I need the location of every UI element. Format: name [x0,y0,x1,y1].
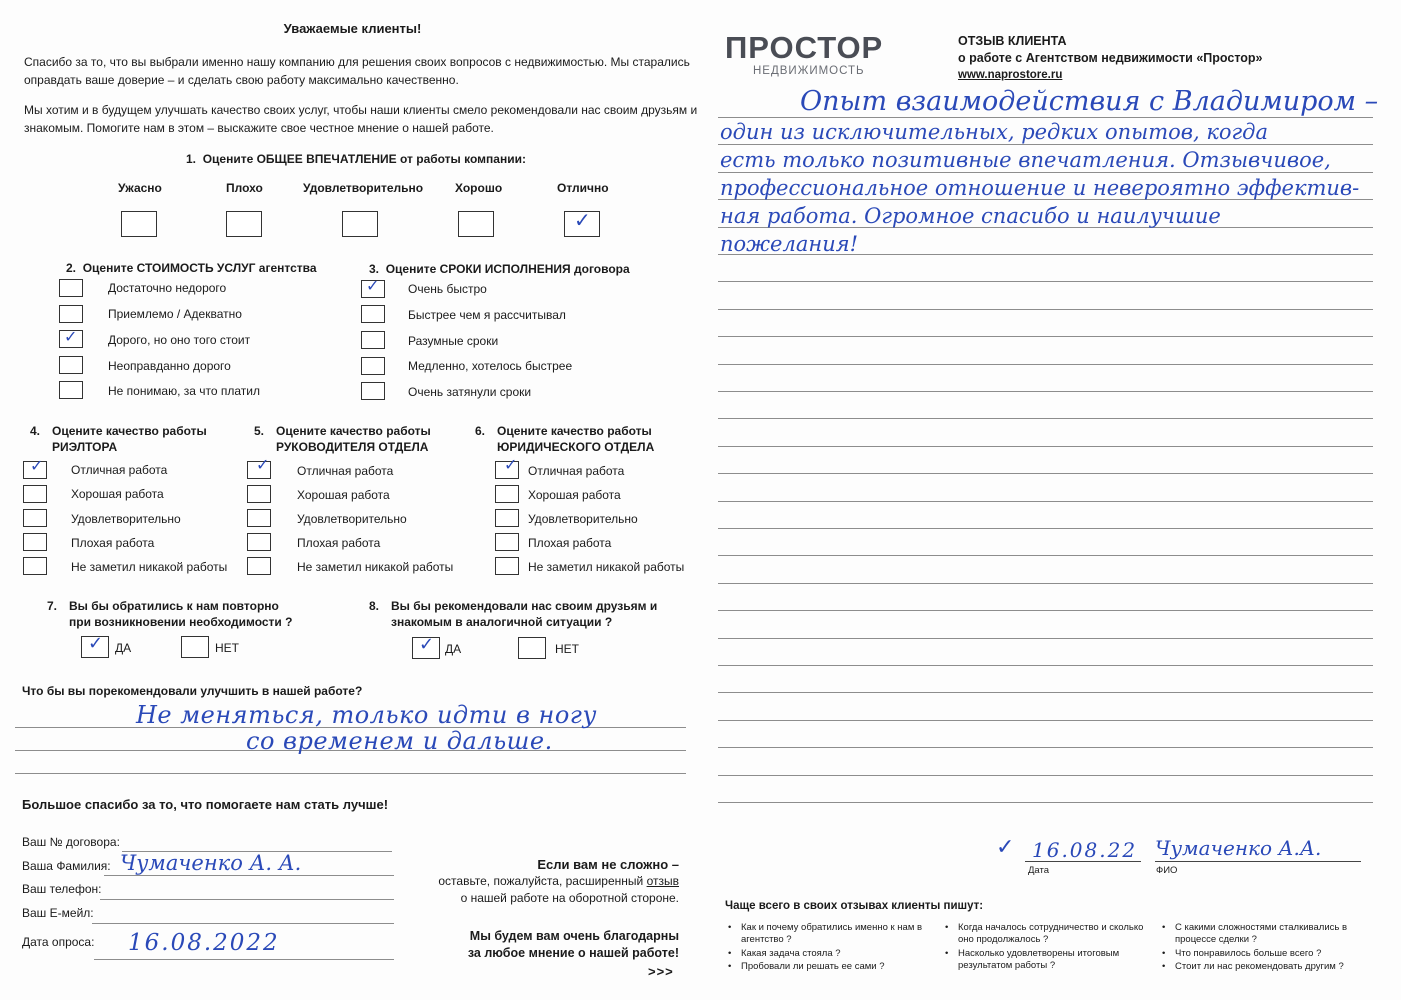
next-page-arrows[interactable]: >>> [648,964,674,979]
answer-line [15,773,686,774]
ruled-line [718,336,1373,337]
q3-checkbox[interactable] [361,331,385,349]
q2-checkbox[interactable] [59,279,83,297]
q2-option-label: Не понимаю, за что платил [108,384,261,398]
review-header: ОТЗЫВ КЛИЕНТА о работе с Агентством недвижимости «Простор» www.naprostore.ru [958,33,1263,84]
q4-option-label: Не заметил никакой работы [71,560,228,574]
ruled-line [718,802,1373,803]
q6-option-label: Не заметил никакой работы [528,560,685,574]
surname-label: Ваша Фамилия: [22,859,111,873]
checkmark-icon: ✓ [504,455,518,474]
q7-no-checkbox[interactable] [181,636,209,658]
checkmark-icon: ✓ [30,456,44,475]
q6-title: Оцените качество работы ЮРИДИЧЕСКОГО ОТДЕЛА [497,424,655,454]
q1-option-label: Хорошо [455,181,503,195]
sign-name-value: Чумаченко А.А. [1155,836,1322,860]
q2-checkbox[interactable] [59,381,83,399]
q5-checkbox[interactable] [247,485,271,503]
ruled-line [718,501,1373,502]
checkmark-icon: ✓ [419,634,435,655]
q3-option-label: Медленно, хотелось быстрее [408,359,573,373]
ruled-line [718,747,1373,748]
logo-text: ПРОСТОР [725,30,884,65]
intro-paragraph-2: Мы хотим и в будущем улучшать качество своих услуг, чтобы наши клиенты смело рекомендовали нас своим друзьям и знакомым. Помогите нам в этом – выскажите свое честное мнение о нашей работе. [24,103,698,135]
right-page [700,0,1401,1000]
tips-title: Чаще всего в своих отзывах клиенты пишут: [725,900,984,912]
improve-answer-line-2: со временем и дальше. [246,727,553,755]
q5-checkbox[interactable] [247,509,271,527]
phone-field[interactable] [100,880,394,900]
q2-option-label: Дорого, но оно того стоит [108,333,251,347]
q5-option-label: Отличная работа [297,464,394,478]
q4-checkbox[interactable] [23,533,47,551]
phone-label: Ваш телефон: [22,882,102,896]
improve-question: Что бы вы порекомендовали улучшить в нашей работе? [22,684,363,698]
q1-option-label: Плохо [226,181,263,195]
logo-subtext: НЕДВИЖИМОСТЬ [753,65,865,77]
ruled-line [718,665,1373,666]
ruled-line [718,117,1373,118]
ruled-line [718,555,1373,556]
q7-number: 7. [47,599,58,613]
q6-option-label: Хорошая работа [528,488,621,502]
q5-checkbox[interactable] [247,533,271,551]
left-page [0,0,700,1000]
q3-title: 3. Оцените СРОКИ ИСПОЛНЕНИЯ договора [369,262,630,276]
review-line: профессиональное отношение и невероятно эффектив- [720,176,1360,200]
sign-name-field [1155,861,1361,862]
review-line: пожелания! [720,232,859,256]
q1-checkbox[interactable] [226,211,262,237]
ruled-line [718,610,1373,611]
q5-option-label: Хорошая работа [297,488,390,502]
checkmark-icon: ✓ [574,208,591,232]
date-label: Дата опроса: [22,935,95,949]
extended-review-note: Если вам не сложно – оставьте, пожалуйста, расширенный отзыв о нашей работе на оборотной стороне. [438,857,679,905]
q4-option-label: Плохая работа [71,536,155,550]
tip-item: • Пробовали ли решать ее сами ? [741,961,926,973]
tip-item: • Насколько удовлетворены итоговым результатом работы ? [958,948,1148,972]
thanks-heading: Большое спасибо за то, что помогаете нам стать лучше! [22,797,389,812]
company-logo [725,30,884,77]
surname-value: Чумаченко А. А. [120,851,302,875]
sign-date-value: 16.08.22 [1032,838,1138,862]
sign-date-label: Дата [1028,865,1050,876]
q1-option-label: Удовлетворительно [303,181,424,195]
q4-checkbox[interactable] [23,485,47,503]
ruled-line [718,692,1373,693]
review-line: Опыт взаимодействия с Владимиром – [800,86,1379,117]
q6-number: 6. [475,424,486,438]
q2-checkbox[interactable] [59,356,83,374]
tip-item: • Какая задача стояла ? [741,948,926,960]
tip-item: • Как и почему обратились именно к нам в агентство ? [741,922,926,946]
checkmark-icon: ✓ [366,276,380,295]
q3-checkbox[interactable] [361,382,385,400]
q3-checkbox[interactable] [361,305,385,323]
q1-option-label: Отлично [557,181,609,195]
q4-checkbox[interactable] [23,557,47,575]
intro-paragraph-1: Спасибо за то, что вы выбрали именно нашу компанию для решения своих вопросов с недвижимостью. Мы старались оправдать ваше доверие – и сделать свою работу максимально качественно. [24,55,690,87]
sign-name-label: ФИО [1156,865,1178,876]
contract-label: Ваш № договора: [22,835,120,849]
q2-option-label: Приемлемо / Адекватно [108,307,242,321]
ruled-line [718,172,1373,173]
q6-checkbox[interactable] [495,509,519,527]
q6-checkbox[interactable] [495,485,519,503]
q4-option-label: Отличная работа [71,463,168,477]
q4-number: 4. [30,424,41,438]
ruled-line [718,583,1373,584]
q5-checkbox[interactable] [247,557,271,575]
q4-option-label: Хорошая работа [71,487,164,501]
review-line: ная работа. Огромное спасибо и наилучшие [720,204,1221,228]
q5-title: Оцените качество работы РУКОВОДИТЕЛЯ ОТДЕЛА [276,424,431,454]
tip-item: • Стоит ли нас рекомендовать другим ? [1175,961,1370,973]
greeting-title: Уважаемые клиенты! [283,21,422,36]
contract-field[interactable] [122,832,392,852]
website-link[interactable]: www.naprostore.ru [958,69,1063,81]
ruled-line [718,775,1373,776]
q6-option-label: Отличная работа [528,464,625,478]
ruled-line [718,638,1373,639]
q1-checkbox[interactable] [121,211,157,237]
q7-yes-label: ДА [115,641,132,655]
q3-checkbox[interactable] [361,357,385,375]
checkmark-icon: ✓ [88,633,104,654]
ruled-line [718,281,1373,282]
tip-item: • С какими сложностями сталкивались в процессе сделки ? [1175,922,1370,946]
ruled-line [718,364,1373,365]
q8-title: Вы бы рекомендовали нас своим друзьям и знакомым в аналогичной ситуации ? [391,599,658,629]
review-line: есть только позитивные впечатления. Отзывчивое, [720,148,1331,172]
ruled-line [718,309,1373,310]
q4-option-label: Удовлетворительно [71,512,181,526]
q7-no-label: НЕТ [215,641,239,655]
review-line: один из исключительных, редких опытов, когда [720,120,1268,144]
date-value: 16.08.2022 [128,930,280,956]
q5-number: 5. [254,424,265,438]
q6-option-label: Удовлетворительно [528,512,638,526]
q6-option-label: Плохая работа [528,536,612,550]
q5-option-label: Удовлетворительно [297,512,407,526]
ruled-line [718,144,1373,145]
email-label: Ваш Е-мейл: [22,906,94,920]
q2-option-label: Неоправданно дорого [108,359,231,373]
q8-number: 8. [369,599,380,613]
checkmark-icon: ✓ [64,327,78,346]
q1-option-label: Ужасно [118,181,162,195]
q8-no-label: НЕТ [555,642,579,656]
tip-item: • Когда началось сотрудничество и сколько оно продолжалось ? [958,922,1148,946]
ruled-line [718,418,1373,419]
checkmark-icon: ✓ [256,455,270,474]
gratitude-note: Мы будем вам очень благодарны за любое мнение о нашей работе! [467,929,679,960]
q5-option-label: Плохая работа [297,536,381,550]
ruled-line [718,720,1373,721]
q1-checkbox[interactable] [458,211,494,237]
q3-option-label: Очень быстро [408,282,487,296]
ruled-line [718,391,1373,392]
improve-answer-line-1: Не меняться, только идти в ногу [136,701,597,729]
ruled-line [718,473,1373,474]
q4-title: Оцените качество работы РИЭЛТОРА [52,424,207,454]
q2-checkbox[interactable] [59,305,83,323]
q7-title: Вы бы обратились к нам повторно при возникновении необходимости ? [69,599,293,629]
q2-option-label: Достаточно недорого [108,281,227,295]
tick-mark: ✓ [996,835,1015,860]
ruled-line [718,446,1373,447]
q3-option-label: Быстрее чем я рассчитывал [408,308,566,322]
q3-option-label: Разумные сроки [408,334,499,348]
q5-option-label: Не заметил никакой работы [297,560,454,574]
review-link[interactable]: отзыв [646,874,679,888]
q3-option-label: Очень затянули сроки [408,385,532,399]
q6-checkbox[interactable] [495,533,519,551]
q6-checkbox[interactable] [495,557,519,575]
q8-no-checkbox[interactable] [518,637,546,659]
q2-title: 2. Оцените СТОИМОСТЬ УСЛУГ агентства [66,261,317,275]
q8-yes-label: ДА [445,642,462,656]
email-field[interactable] [92,904,394,924]
ruled-line [718,528,1373,529]
tip-item: • Что понравилось больше всего ? [1175,948,1370,960]
q1-checkbox[interactable] [342,211,378,237]
q4-checkbox[interactable] [23,509,47,527]
q1-title: 1. Оцените ОБЩЕЕ ВПЕЧАТЛЕНИЕ от работы компании: [186,152,526,166]
